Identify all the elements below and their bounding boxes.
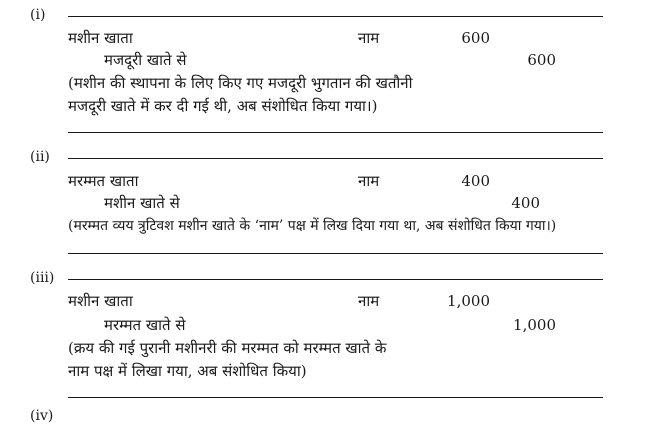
debit-account: मरम्मत खाता xyxy=(68,172,139,190)
narration-line: (क्रय की गई पुरानी मशीनरी की मरम्मत को मरम्मत खाते के xyxy=(68,339,387,357)
entry-bottom-rule xyxy=(68,132,603,133)
credit-amount: 400 xyxy=(511,194,540,212)
debit-amount: 1,000 xyxy=(447,292,490,310)
debit-amount: 400 xyxy=(461,172,490,190)
credit-account: मरम्मत खाते से xyxy=(104,316,186,334)
credit-account: मजदूरी खाते से xyxy=(104,51,187,69)
narration-line: (मशीन की स्थापना के लिए किए गए मजदूरी भुगतान की खतौनी xyxy=(68,74,413,92)
entry-top-rule xyxy=(68,279,603,280)
entry-bottom-rule xyxy=(68,397,603,398)
entry-top-rule xyxy=(68,158,603,159)
entry-top-rule xyxy=(68,16,603,17)
debit-account: मशीन खाता xyxy=(68,292,133,310)
debit-account: मशीन खाता xyxy=(68,29,133,47)
dr-marker: नाम xyxy=(358,292,380,310)
entry-label: (iii) xyxy=(30,270,55,286)
entry-label: (ii) xyxy=(30,149,50,165)
narration-line: नाम पक्ष में लिखा गया, अब संशोधित किया) xyxy=(68,362,307,380)
entry-bottom-rule xyxy=(68,253,603,254)
dr-marker: नाम xyxy=(358,172,380,190)
credit-account: मशीन खाते से xyxy=(104,194,180,212)
dr-marker: नाम xyxy=(358,29,380,47)
debit-amount: 600 xyxy=(461,29,490,47)
credit-amount: 1,000 xyxy=(513,316,556,334)
entry-label: (i) xyxy=(30,7,46,23)
credit-amount: 600 xyxy=(527,51,556,69)
narration-line: मजदूरी खाते में कर दी गई थी, अब संशोधित किया गया।) xyxy=(68,97,378,115)
entry-label: (iv) xyxy=(30,408,54,424)
narration-line: (मरम्मत व्यय त्रुटिवश मशीन खाते के ‘नाम’ पक्ष में लिख दिया गया था, अब संशोधित किया गया।) xyxy=(68,218,557,234)
